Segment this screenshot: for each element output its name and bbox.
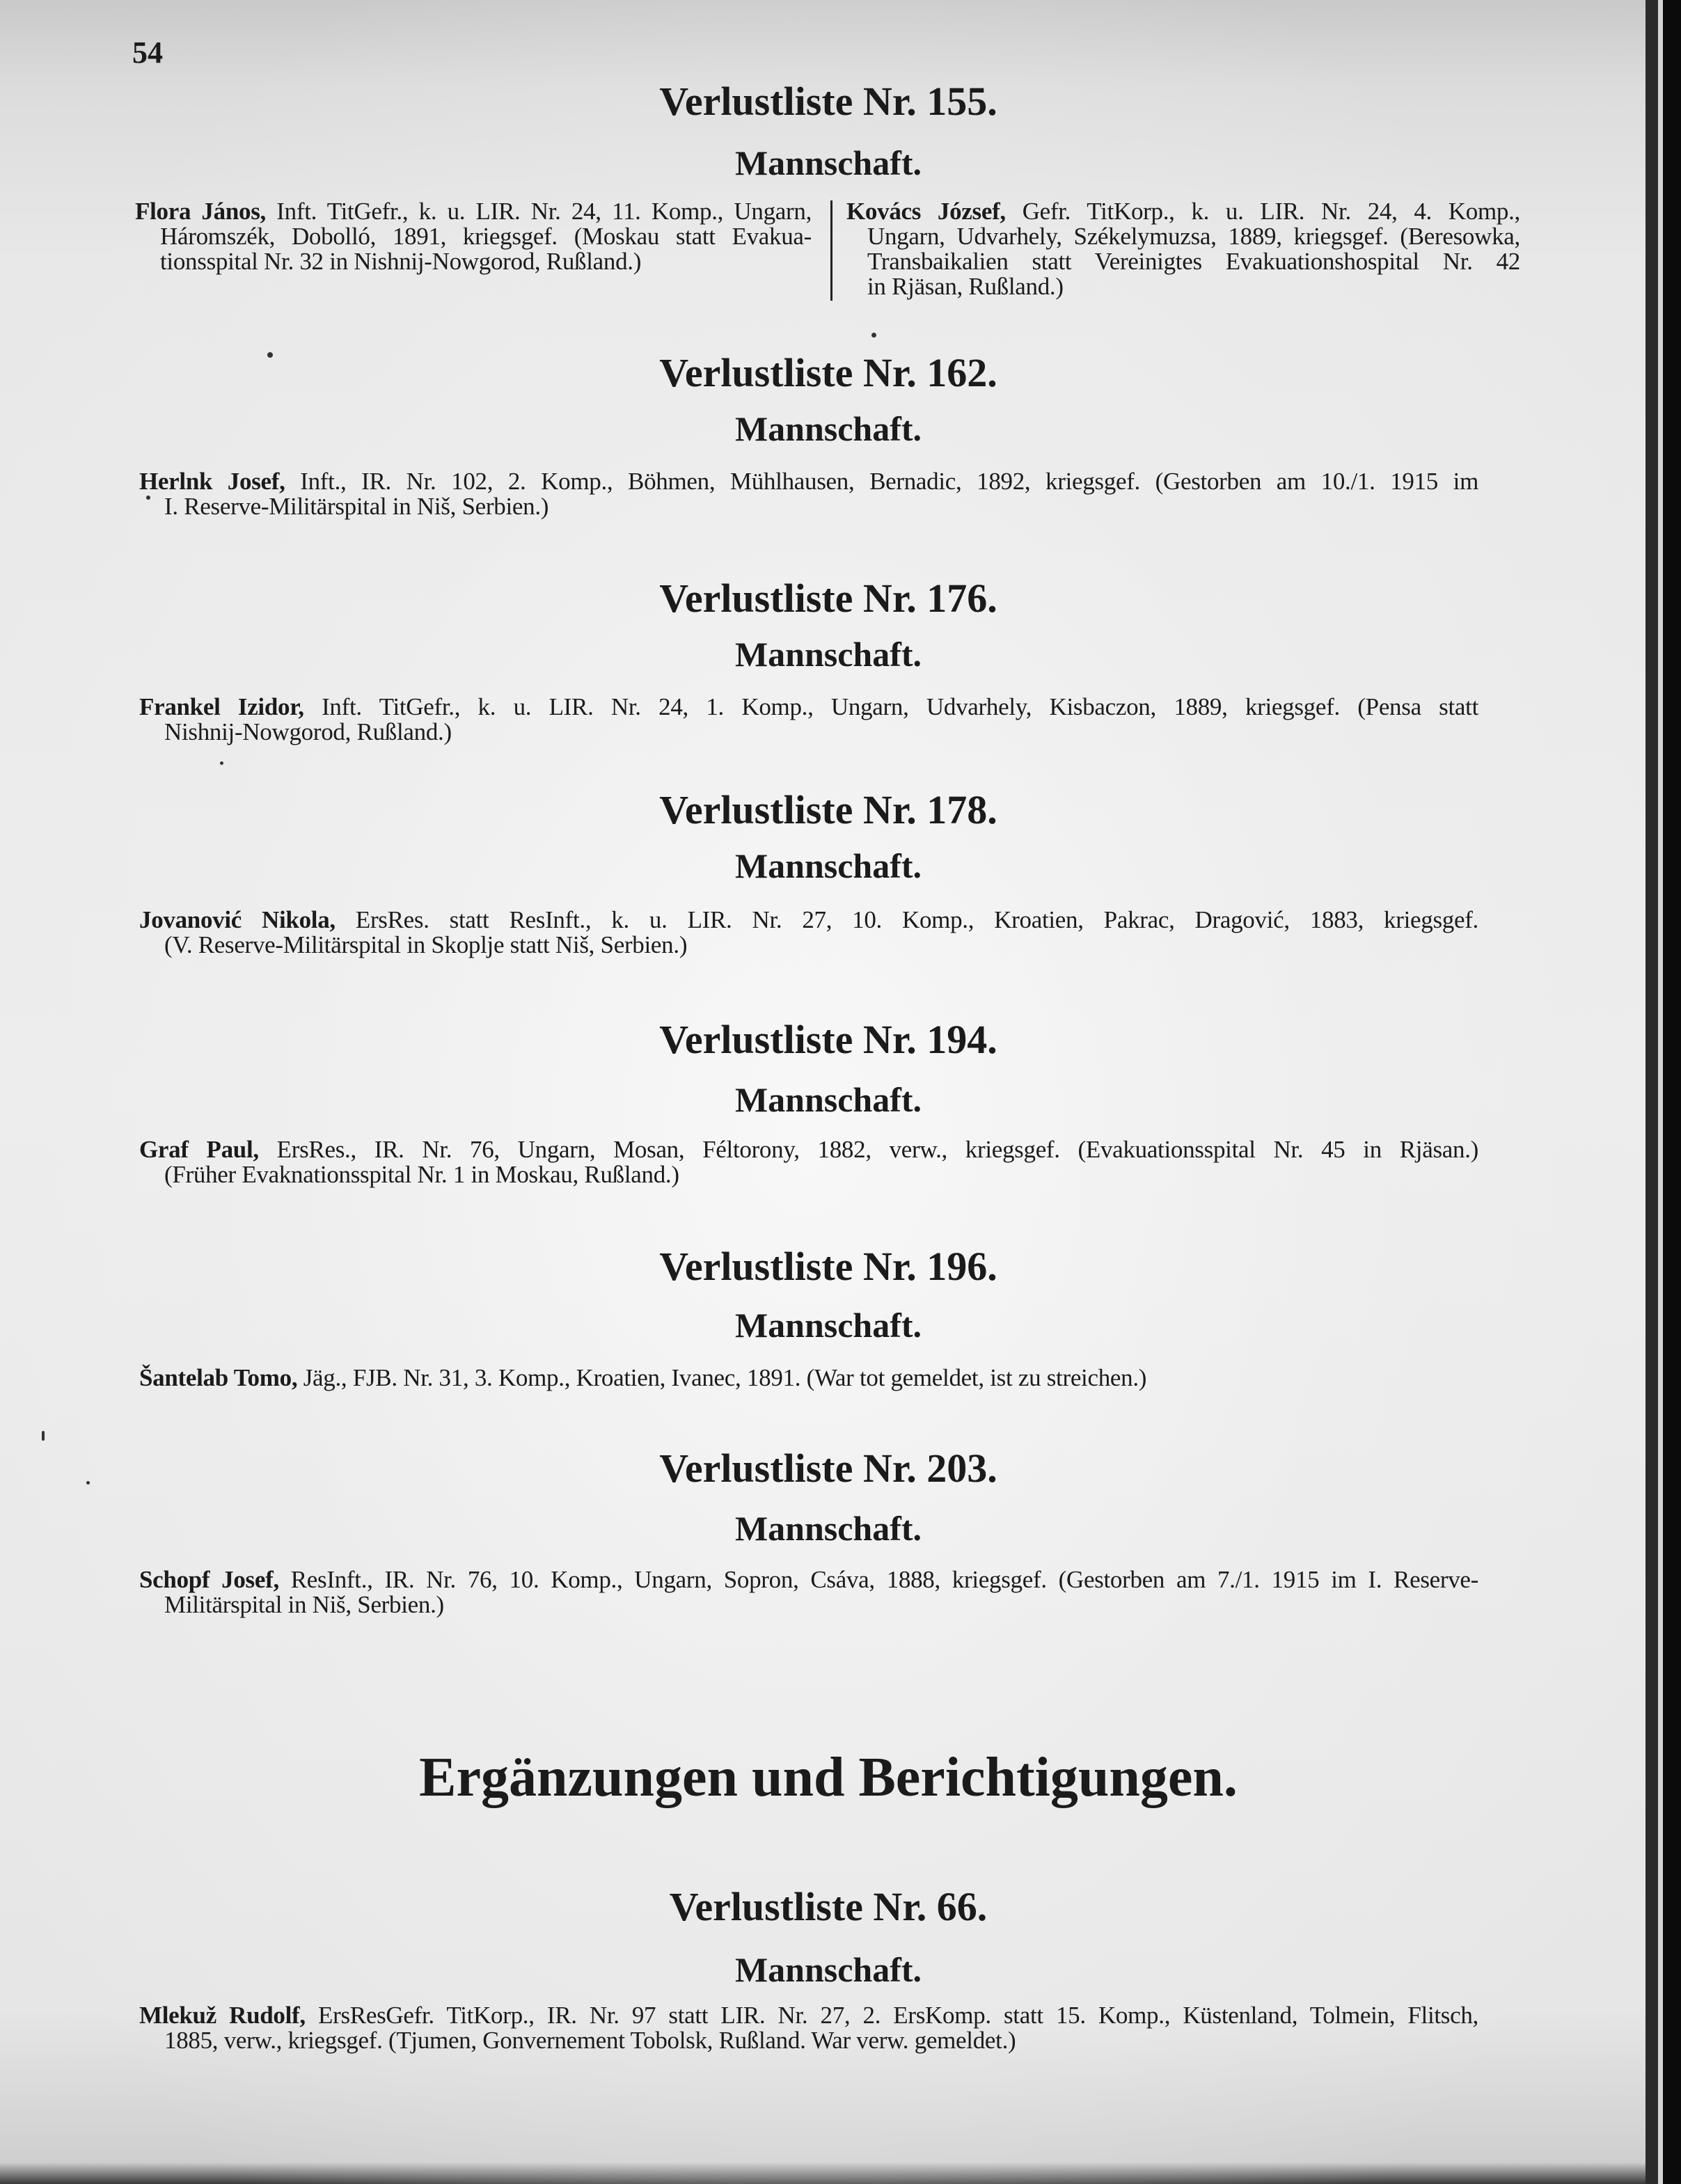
entry-line: in Rjäsan, Rußland.) <box>867 273 1064 300</box>
list-title: Verlustliste Nr. 178. <box>659 787 997 832</box>
entry-name: Kovács József, <box>846 198 1006 225</box>
entry-line: Ungarn, Udvarhely, Székelymuzsa, 1889, kriegsgef. (Beresowka, <box>867 223 1520 250</box>
entry-name: Frankel Izidor, <box>139 693 304 720</box>
entry-text: ResInft., IR. Nr. 76, 10. Komp., Ungarn, Sopron, Csáva, 1888, kriegsgef. (Gestorben am 7./1. 1915 im I. Reserve- <box>290 1566 1479 1593</box>
supplement-heading: Ergänzungen und Berichtigungen. <box>419 1747 1238 1808</box>
scan-edge-light <box>1658 0 1663 2184</box>
list-title: Verlustliste Nr. 155. <box>659 79 997 124</box>
entry-line <box>139 1366 1478 1391</box>
section-subtitle: Mannschaft. <box>734 1080 922 1119</box>
scan-edge-black <box>1663 0 1681 2184</box>
page-number: 54 <box>132 35 163 70</box>
section-subtitle: Mannschaft. <box>734 409 922 448</box>
entry-line: (Früher Evaknationsspital Nr. 1 in Moskau, Rußland.) <box>164 1161 679 1188</box>
entry-line: Nishnij-Nowgorod, Rußland.) <box>164 718 452 745</box>
entry-text: Inft., IR. Nr. 102, 2. Komp., Böhmen, Mühlhausen, Bernadic, 1892, kriegsgef. (Gestorben am 10./1. 1915 im <box>300 468 1479 495</box>
entry-name: Graf Paul, <box>139 1136 259 1163</box>
entry-line <box>139 695 1478 720</box>
entry-line: 1885, verw., kriegsgef. (Tjumen, Gonvernement Tobolsk, Rußland. War verw. gemeldet.) <box>164 2027 1016 2054</box>
section-subtitle: Mannschaft. <box>734 846 922 885</box>
entry-line <box>139 1567 1478 1592</box>
section-subtitle: Mannschaft. <box>734 1950 922 1989</box>
casualty-entry <box>139 695 1478 745</box>
entry-text: Jäg., FJB. Nr. 31, 3. Komp., Kroatien, Ivanec, 1891. (War tot gemeldet, ist zu streichen.) <box>303 1364 1147 1391</box>
entry-line <box>139 2003 1478 2028</box>
entry-line: I. Reserve-Militärspital in Niš, Serbien.) <box>164 493 549 520</box>
entry-line <box>846 199 1520 224</box>
entry-name: Jovanović Nikola, <box>139 906 336 933</box>
entry-text: Gefr. TitKorp., k. u. LIR. Nr. 24, 4. Komp., <box>1022 198 1520 225</box>
entry-name: Herlnk Josef, <box>139 468 285 495</box>
entry-line <box>135 199 812 224</box>
entry-line: (V. Reserve-Militärspital in Skoplje statt Niš, Serbien.) <box>164 931 688 958</box>
section-subtitle: Mannschaft. <box>734 1509 922 1548</box>
casualty-entry <box>139 908 1478 958</box>
casualty-entry <box>139 1137 1478 1187</box>
casualty-entry <box>139 1567 1478 1617</box>
list-title: Verlustliste Nr. 66. <box>669 1884 988 1929</box>
entry-line <box>139 908 1478 933</box>
entry-line: Militärspital in Niš, Serbien.) <box>164 1591 444 1618</box>
casualty-entry <box>846 199 1520 299</box>
column-divider <box>830 200 832 301</box>
entry-line: Transbaikalien statt Vereinigtes Evakuationshospital Nr. 42 <box>867 248 1520 275</box>
entry-text: ErsRes., IR. Nr. 76, Ungarn, Mosan, Féltorony, 1882, verw., kriegsgef. (Evakuationsspital Nr. 45 in Rjäsan.) <box>276 1136 1479 1163</box>
casualty-entry <box>139 1366 1478 1391</box>
section-subtitle: Mannschaft. <box>734 143 922 182</box>
section-subtitle: Mannschaft. <box>734 635 922 674</box>
entry-name: Šantelab Tomo, <box>139 1364 298 1391</box>
section-subtitle: Mannschaft. <box>734 1306 922 1345</box>
entry-line <box>139 1137 1478 1162</box>
casualty-entry <box>139 469 1478 519</box>
entry-text: Inft. TitGefr., k. u. LIR. Nr. 24, 1. Komp., Ungarn, Udvarhely, Kisbaczon, 1889, kriegsgef. (Pensa statt <box>322 693 1479 720</box>
entry-line: tionsspital Nr. 32 in Nishnij-Nowgorod, Rußland.) <box>160 248 642 275</box>
list-title: Verlustliste Nr. 176. <box>659 576 997 621</box>
entry-text: Inft. TitGefr., k. u. LIR. Nr. 24, 11. Komp., Ungarn, <box>276 198 812 225</box>
scan-speck <box>42 1431 45 1441</box>
scan-speck <box>871 333 876 338</box>
list-title: Verlustliste Nr. 203. <box>659 1446 997 1491</box>
entry-text: ErsRes. statt ResInft., k. u. LIR. Nr. 27, 10. Komp., Kroatien, Pakrac, Dragović, 1883, kriegsgef. <box>355 906 1478 933</box>
list-title: Verlustliste Nr. 196. <box>659 1244 997 1289</box>
list-title: Verlustliste Nr. 162. <box>659 350 997 395</box>
list-title: Verlustliste Nr. 194. <box>659 1017 997 1062</box>
entry-name: Flora János, <box>135 198 266 225</box>
casualty-entry <box>135 199 812 274</box>
entry-text: ErsResGefr. TitKorp., IR. Nr. 97 statt LIR. Nr. 27, 2. ErsKomp. statt 15. Komp., Küstenland, Tolmein, Flitsch, <box>318 2002 1479 2029</box>
entry-name: Mlekuž Rudolf, <box>139 2002 306 2029</box>
entry-name: Schopf Josef, <box>139 1566 279 1593</box>
entry-line <box>139 469 1478 494</box>
entry-line: Háromszék, Dobolló, 1891, kriegsgef. (Moskau statt Evakua- <box>160 223 812 250</box>
casualty-entry <box>139 2003 1478 2053</box>
scan-speck <box>220 761 223 765</box>
